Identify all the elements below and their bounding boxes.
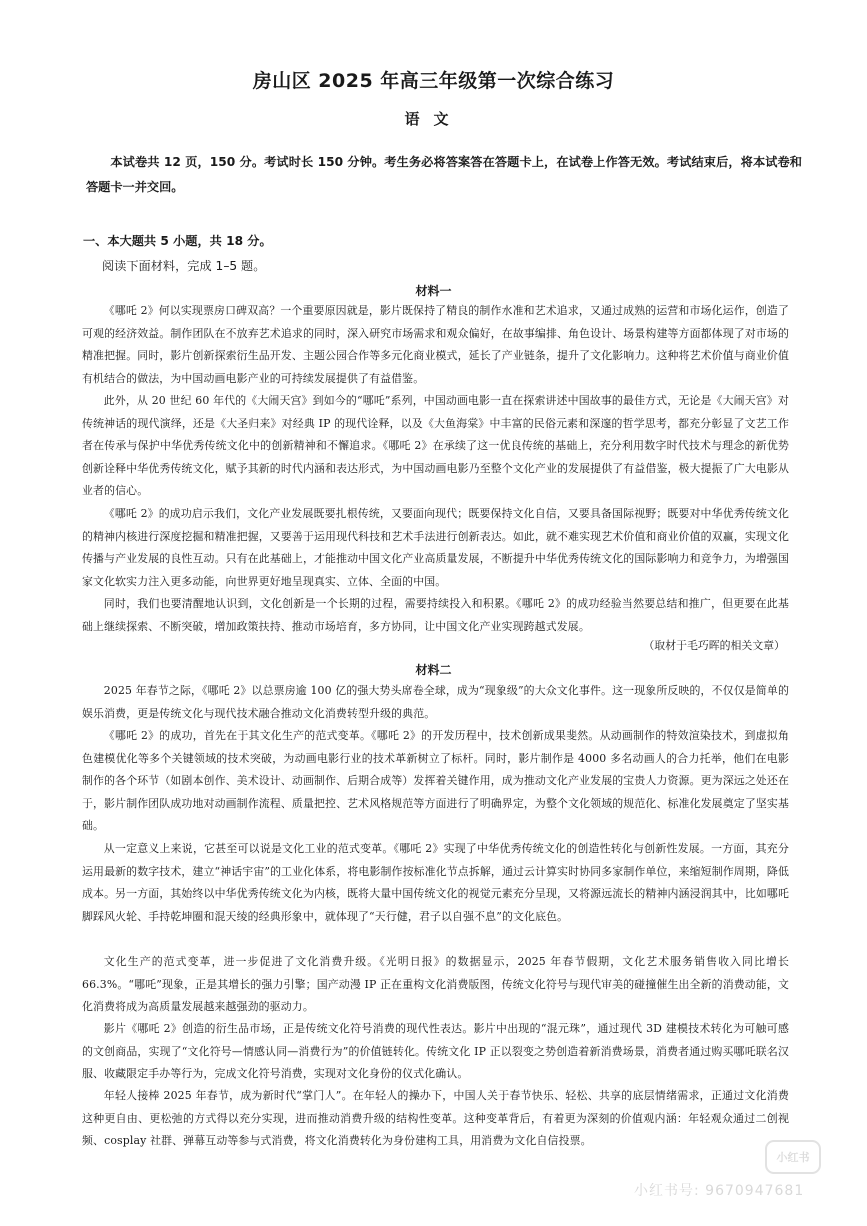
exam-subject: 语文 <box>404 110 463 128</box>
watermark-logo: 小红书 <box>765 1140 821 1174</box>
exam-instructions: 本试卷共 12 页，150 分。考试时长 150 分钟。考生务必将答案答在答题卡上，在试卷上作答无效。考试结束后，将本试卷和答题卡一并交回。 <box>86 155 802 194</box>
material-two-title: 材料二 <box>415 663 452 677</box>
section-heading: 一、本大题共 5 小题，共 18 分。 <box>83 234 272 248</box>
material-one-source: （取材于毛巧晖的相关文章） <box>643 639 785 652</box>
material-two-paragraph-5: 影片《哪吒 2》创造的衍生品市场，正是传统文化符号消费的现代性表达。影片中出现的“混元珠”，通过现代 3D 建模技术转化为可触可感的文创商品，实现了“文化符号—情感认同—消费行为”的价值链转化。传统文化 IP 正以裂变之势创造着新消费场景，消费者通过购买哪吒联名汉服、收藏限定手办等行为，完成文化符号消费，实现对文化身份的仪式化确认。 <box>82 1022 789 1081</box>
reading-instruction: 阅读下面材料，完成 1–5 题。 <box>102 259 266 273</box>
material-two-paragraph-4: 文化生产的范式变革，进一步促进了文化消费升级。《光明日报》的数据显示，2025 年春节假期，文化艺术服务销售收入同比增长 66.3%。“哪吒”现象，正是其增长的强力引擎；国产动漫 IP 正在重构文化消费版图，传统文化符号与现代审美的碰撞催生出全新的消费动能，文化消费将成为高质量发展越来越强劲的驱动力。 <box>82 955 789 1014</box>
material-one-paragraph-1: 《哪吒 2》何以实现票房口碑双高？一个重要原因就是，影片既保持了精良的制作水准和艺术追求，又通过成熟的运营和市场化运作，创造了可观的经济效益。制作团队在不放弃艺术追求的同时，深入研究市场需求和观众偏好，在故事编排、角色设计、场景构建等方面都体现了对市场的精准把握。同时，影片创新探索衍生品开发、主题公园合作等多元化商业模式，延长了产业链条，提升了文化影响力。这种将艺术价值与商业价值有机结合的做法，为中国动画电影产业的可持续发展提供了有益借鉴。 <box>82 304 789 385</box>
material-two-paragraph-3: 从一定意义上来说，它甚至可以说是文化工业的范式变革。《哪吒 2》实现了中华优秀传统文化的创造性转化与创新性发展。一方面，其充分运用最新的数字技术，建立“神话宇宙”的工业化体系，将电影制作按标准化节点拆解，通过云计算实时协同多家制作单位，来缩短制作周期，降低成本。另一方面，其始终以中华优秀传统文化为内核，既将大量中国传统文化的视觉元素充分呈现，又将源远流长的精神内涵浸润其中，比如哪吒脚踩风火轮、手持乾坤圈和混天绫的经典形象中，就体现了“天行健，君子以自强不息”的文化底色。 <box>82 842 789 923</box>
material-one-title: 材料一 <box>415 284 452 298</box>
material-two-paragraph-2: 《哪吒 2》的成功，首先在于其文化生产的范式变革。《哪吒 2》的开发历程中，技术创新成果斐然。从动画制作的特效渲染技术，到虚拟角色建模优化等多个关键领域的技术突破，为动画电影行业的技术革新树立了标杆。同时，影片制作是 4000 多名动画人的合力托举，他们在电影制作的各个环节（如剧本创作、美术设计、动画制作、后期合成等）发挥着关键作用，成为推动文化产业发展的宝贵人力资源。更为深远之处还在于，影片制作团队成功地对动画制作流程、质量把控、艺术风格规范等方面进行了明确界定，为整个文化领域的规范化、标准化发展奠定了坚实基础。 <box>82 729 789 833</box>
exam-title: 房山区 2025 年高三年级第一次综合练习 <box>252 70 615 92</box>
material-two-paragraph-1: 2025 年春节之际，《哪吒 2》以总票房逾 100 亿的强大势头席卷全球，成为“现象级”的大众文化事件。这一现象所反映的，不仅仅是简单的娱乐消费，更是传统文化与现代技术融合推动文化消费转型升级的典范。 <box>82 684 789 720</box>
material-one-paragraph-4: 同时，我们也要清醒地认识到，文化创新是一个长期的过程，需要持续投入和积累。《哪吒 2》的成功经验当然要总结和推广，但更要在此基础上继续探索、不断突破，增加政策扶持、推动市场培育，多方协同，让中国文化产业实现跨越式发展。 <box>82 597 789 633</box>
material-one-paragraph-2: 此外，从 20 世纪 60 年代的《大闹天宫》到如今的“哪吒”系列，中国动画电影一直在探索讲述中国故事的最佳方式，无论是《大闹天宫》对传统神话的现代演绎，还是《大圣归来》对经典 IP 的现代诠释，以及《大鱼海棠》中丰富的民俗元素和深邃的哲学思考，都充分彰显了文艺工作者在传承与保护中华优秀传统文化中的创新精神和不懈追求。《哪吒 2》在承续了这一优良传统的基础上，充分利用数字时代技术与理念的新优势创新诠释中华优秀传统文化，赋予其新的时代内涵和表达形式，为中国动画电影乃至整个文化产业的发展提供了有益借鉴，极大提振了广大电影从业者的信心。 <box>82 394 789 498</box>
watermark-text: 小红书号: 9670947681 <box>634 1183 805 1199</box>
material-one-paragraph-3: 《哪吒 2》的成功启示我们，文化产业发展既要扎根传统，又要面向现代；既要保持文化自信，又要具备国际视野；既要对中华优秀传统文化的精神内核进行深度挖掘和精准把握，又要善于运用现代科技和艺术手法进行创新表达。如此，就不难实现艺术价值和商业价值的双赢，实现文化传播与产业发展的良性互动。只有在此基础上，才能推动中国文化产业高质量发展，不断提升中华优秀传统文化的国际影响力和竞争力，为增强国家文化软实力注入更多动能，向世界更好地呈现真实、立体、全面的中国。 <box>82 507 789 588</box>
material-two-paragraph-6: 年轻人接棒 2025 年春节，成为新时代“掌门人”。在年轻人的操办下，中国人关于春节快乐、轻松、共享的底层情绪需求，正通过文化消费这种更自由、更松弛的方式得以充分实现，进而推动消费升级的结构性变革。这种变革背后，有着更为深刻的价值观内涵：年轻观众通过二创视频、cosplay 社群、弹幕互动等参与式消费，将文化消费转化为身份建构工具，用消费为文化自信投票。 <box>82 1089 789 1148</box>
